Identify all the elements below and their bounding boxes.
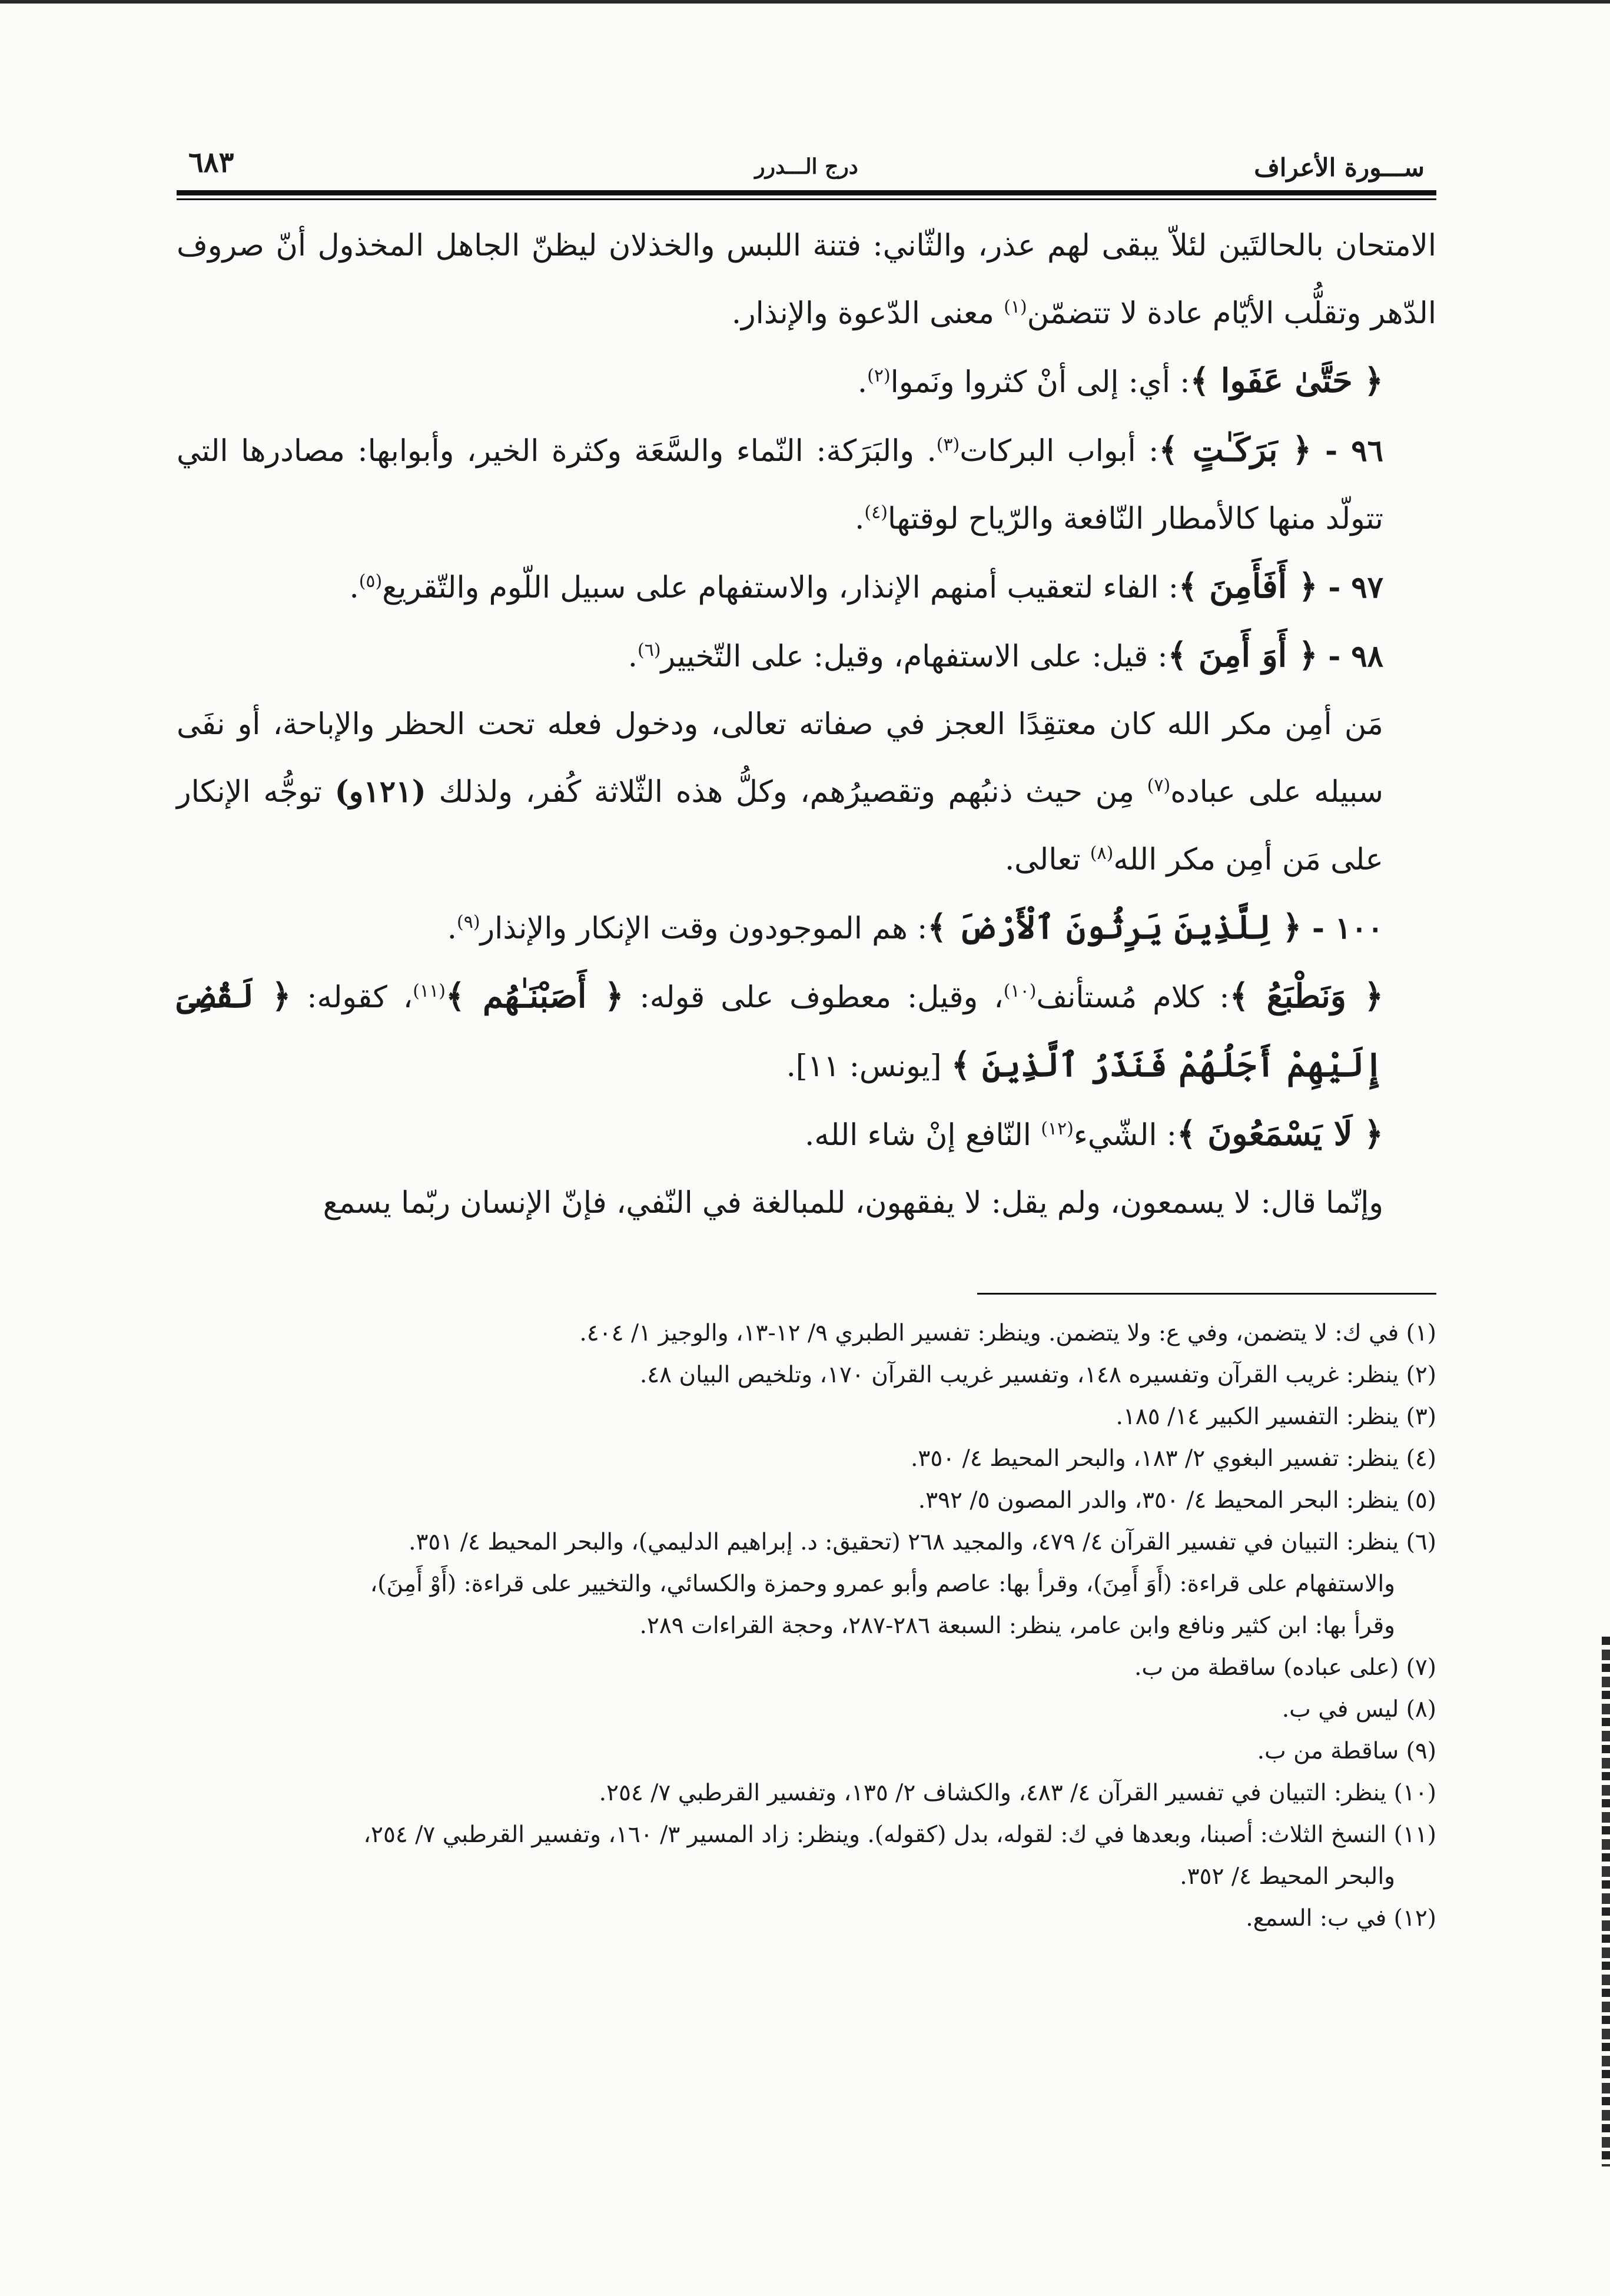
verse-number: ٩٨ - bbox=[1317, 639, 1383, 674]
paragraph-intro: الامتحان بالحالتَين لئلاّ يبقى لهم عذر، والثّاني: فتنة اللبس والخذلان ليظنّ الجاهل المخذول أنّ صروف الدّهر وتقلُّب الأيّام عادة لا تتضمّن$^{(١)}$ معنى الدّعوة والإنذار. bbox=[177, 228, 1436, 331]
quran-quote: ﴿ أَصَبْنَـٰهُم ﴾ bbox=[445, 977, 624, 1016]
manuscript-folio-marker: (١٢١و) bbox=[334, 774, 426, 809]
footnote-11-continued: والبحر المحيط ٤/ ٣٥٢. bbox=[1180, 1863, 1395, 1890]
scan-binding-edge bbox=[1602, 1637, 1610, 2166]
footnotes bbox=[177, 1312, 1436, 1939]
header-rule-thick bbox=[177, 190, 1436, 195]
quran-quote: ﴿ حَتَّىٰ عَفَوا ﴾ bbox=[1190, 361, 1383, 400]
verse-number: ٩٦ - bbox=[1312, 433, 1383, 469]
quran-quote: ﴿ لِلَّذِينَ يَرِثُونَ ٱلْأَرْضَ ﴾ bbox=[927, 908, 1302, 947]
footnote-ref: (١١) bbox=[413, 981, 446, 1001]
main-text bbox=[177, 212, 1436, 1237]
surah-reference: [يونس: ١١]. bbox=[786, 1049, 951, 1084]
footnote-separator bbox=[977, 1293, 1436, 1295]
book-title: درج الـــدرر bbox=[755, 154, 858, 179]
verse-98: ٩٨ - ﴿ أَوَ أَمِنَ ﴾: قيل: على الاستفهام، وقيل: على التّخيير$^{(٦)}$. bbox=[628, 636, 1383, 675]
footnote-1: (١) في ك: لا يتضمن، وفي ع: ولا يتضمن. وينظر: تفسير الطبري ٩/ ١٢-١٣، والوجيز ١/ ٤٠٤. bbox=[579, 1320, 1436, 1346]
footnote-6: (٦) ينظر: التبيان في تفسير القرآن ٤/ ٤٧٩، والمجيد ٢٦٨ (تحقيق: د. إبراهيم الدليمي)، والبحر المحيط ٤/ ٣٥١. bbox=[409, 1529, 1436, 1555]
quran-quote: ﴿ لَقُضِىَ إِلَيْهِمْ أَجَلُهُمْ فَنَذَرُ ٱلَّذِينَ ﴾ bbox=[177, 977, 1383, 1084]
footnote-ref: (١٢) bbox=[1041, 1119, 1074, 1139]
surah-title: ســـورة الأعراف bbox=[1254, 153, 1425, 182]
quran-quote: ﴿ أَوَ أَمِنَ ﴾ bbox=[1167, 636, 1318, 675]
verse-100: ١٠٠ - ﴿ لِلَّذِينَ يَرِثُونَ ٱلْأَرْضَ ﴾: هم الموجودون وقت الإنكار والإنذار$^{(٩)}$. bbox=[447, 908, 1383, 947]
footnote-3: (٣) ينظر: التفسير الكبير ١٤/ ١٨٥. bbox=[1116, 1404, 1436, 1430]
footnote-ref: (٦) bbox=[637, 640, 661, 661]
quran-quote: ﴿ أَفَأَمِنَ ﴾ bbox=[1178, 567, 1318, 606]
gloss-hatta-afaw: ﴿ حَتَّىٰ عَفَوا ﴾: أي: إلى أنْ كثروا ونَموا$^{(٢)}$. bbox=[857, 361, 1383, 400]
footnote-2: (٢) ينظر: غريب القرآن وتفسيره ١٤٨، وتفسير غريب القرآن ١٧٠، وتلخيص البيان ٤٨. bbox=[639, 1362, 1436, 1388]
gloss-natbau: ﴿ وَنَطْبَعُ ﴾: كلام مُستأنف$^{(١٠)}$، وقيل: معطوف على قوله: ﴿ أَصَبْنَـٰهُم ﴾$^{(١١)}$، كقوله: ﴿ لَقُضِىَ إِلَيْهِمْ أَجَلُهُمْ فَنَذَرُ ٱلَّذِينَ ﴾ [يونس: ١١]. bbox=[177, 977, 1384, 1084]
verse-number: ٩٧ - bbox=[1317, 570, 1383, 605]
footnote-ref: (١) bbox=[1004, 297, 1027, 317]
book-page bbox=[177, 147, 1436, 1939]
footnote-ref: (٩) bbox=[456, 912, 480, 933]
footnote-4: (٤) ينظر: تفسير البغوي ٢/ ١٨٣، والبحر المحيط ٤/ ٣٥٠. bbox=[910, 1445, 1436, 1472]
header-rule-thin bbox=[177, 198, 1436, 200]
verse-97: ٩٧ - ﴿ أَفَأَمِنَ ﴾: الفاء لتعقيب أمنهم الإنذار، والاستفهام على سبيل اللّوم والتّقريع$^{(٥)}$. bbox=[349, 567, 1383, 606]
footnote-11: (١١) النسخ الثلاث: أصبنا، وبعدها في ك: لقوله، بدل (كقوله). وينظر: زاد المسير ٣/ ١٦٠، وتفسير القرطبي ٧/ ٢٥٤، bbox=[363, 1821, 1436, 1848]
footnote-6-continued: وقرأ بها: ابن كثير ونافع وابن عامر، ينظر: السبعة ٢٨٦-٢٨٧، وحجة القراءات ٢٨٩. bbox=[639, 1612, 1395, 1639]
page-header bbox=[177, 147, 1436, 180]
quran-quote: ﴿ بَرَكَـٰتٍ ﴾ bbox=[1158, 430, 1312, 469]
footnote-ref: (٢) bbox=[867, 366, 891, 386]
scan-top-edge bbox=[0, 0, 1610, 4]
footnote-8: (٨) ليس في ب. bbox=[1282, 1696, 1436, 1723]
quran-quote: ﴿ لَا يَسْمَعُونَ ﴾ bbox=[1176, 1114, 1383, 1153]
footnote-5: (٥) ينظر: البحر المحيط ٤/ ٣٥٠، والدر المصون ٥/ ٣٩٢. bbox=[918, 1487, 1436, 1514]
footnote-ref: (٥) bbox=[358, 571, 383, 592]
footnote-6-continued: والاستفهام على قراءة: (أَوَ أَمِنَ)، وقرأ بها: عاصم وأبو عمرو وحمزة والكسائي، والتخيير على قراءة: (أَوْ أَمِنَ)، bbox=[370, 1571, 1395, 1597]
quran-quote: ﴿ وَنَطْبَعُ ﴾ bbox=[1229, 977, 1384, 1016]
gloss-la-yasmaun: ﴿ لَا يَسْمَعُونَ ﴾: الشّيء$^{(١٢)}$ النّافع إنْ شاء الله. bbox=[805, 1114, 1383, 1153]
footnote-ref: (١٠) bbox=[1003, 981, 1037, 1001]
footnote-7: (٧) (على عباده) ساقطة من ب. bbox=[1134, 1654, 1436, 1681]
footnote-10: (١٠) ينظر: التبيان في تفسير القرآن ٤/ ٤٨٣، والكشاف ٢/ ١٣٥، وتفسير القرطبي ٧/ ٢٥٤. bbox=[599, 1780, 1436, 1806]
verse-number: ١٠٠ - bbox=[1302, 911, 1383, 946]
verse-96: ٩٦ - ﴿ بَرَكَـٰتٍ ﴾: أبواب البركات$^{(٣)}$. والبَرَكة: النّماء والسَّعَة وكثرة الخير، وأبوابها: مصادرها التي تتولّد منها كالأمطار النّافعة والرّياح لوقتها$^{(٤)}$. bbox=[177, 430, 1383, 536]
page-number: ٦٨٣ bbox=[188, 146, 234, 179]
footnote-ref: (٤) bbox=[864, 502, 888, 523]
footnote-9: (٩) ساقطة من ب. bbox=[1257, 1738, 1436, 1764]
paragraph-man-amin: مَن أمِن مكر الله كان معتقِدًا العجز في صفاته تعالى، ودخول فعله تحت الحظر والإباحة، أو نفَى سبيله على عباده$^{(٧)}$ مِن حيث ذنبُهم وتقصيرُهم، وكلُّ هذه الثّلاثة كُفر، ولذلك (١٢١و) توجُّه الإنكار على مَن أمِن مكر الله$^{(٨)}$ تعالى. bbox=[177, 707, 1383, 877]
footnote-ref: (٧) bbox=[1147, 775, 1171, 796]
footnote-ref: (٨) bbox=[1090, 843, 1114, 864]
footnote-ref: (٣) bbox=[936, 434, 960, 455]
footnote-12: (١٢) في ب: السمع. bbox=[1246, 1905, 1436, 1932]
paragraph-last: وإنّما قال: لا يسمعون، ولم يقل: لا يفقهون، للمبالغة في النّفي، فإنّ الإنسان ربّما يسمع bbox=[323, 1186, 1383, 1220]
